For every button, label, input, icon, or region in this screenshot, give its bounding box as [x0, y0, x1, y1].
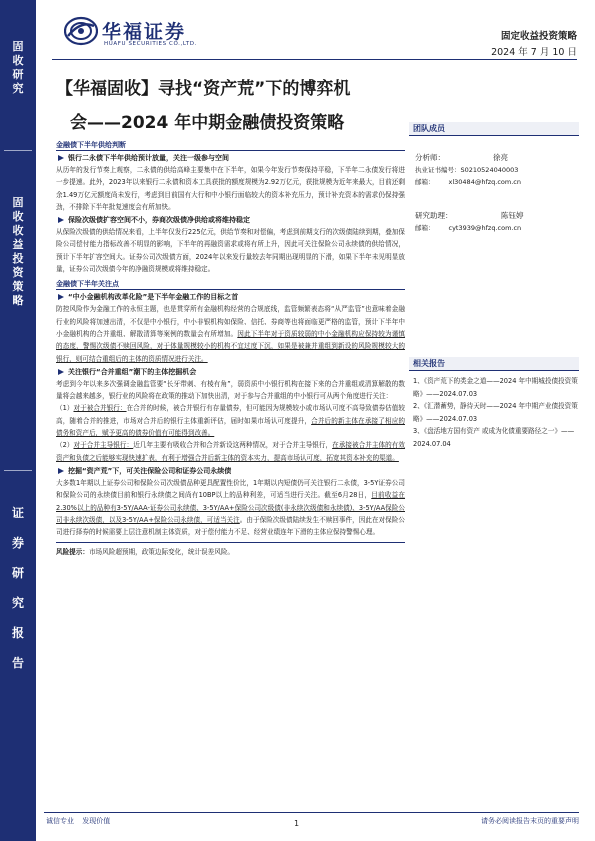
paragraph-text: 防控风险作为金融工作的永恒主题，也是贯穿所有金融机构经营的合规底线，监管频繁表态将“从严监管”也意味着金融行业的风险将加速出清，不仅是中小银行，中小非银机构如保险、信托、券商等也将面临更严格的监管，预计下半年中小金融机构的合并重组、解散清算等案例的数量会有所增加。 [56, 305, 405, 338]
related-reports-heading: 相关报告 [409, 357, 579, 371]
footer-divider [44, 812, 579, 813]
logo-text-en: HUAFU SECURITIES CO.,LTD. [104, 41, 197, 47]
risk-warning [56, 542, 405, 558]
list-item-underlined-text: 在承接被合并主体的有效资产和负债之后能够实现快速扩表，有利于增强合并后新主体的资本实力，提高市场认可度，拓宽其资本补充的渠道。 [56, 441, 406, 462]
paragraph-bank-supply: 从历年的发行节奏上观察，二永债的供给高峰主要集中在下半年，如果今年发行节奏保持平稳，下半年二永债发行将进一步提速。此外，2023年以来银行二永债和资本工具获批的额度规模为2.92万亿元，获批规模为近年来最大，目前还剩余1.49万亿元额度尚未发行，考虑到目前国有大行和中小银行面临较大的资本补充压力，预计补充资本的需求仍保持强劲，不排除下半年批复速度会有所加快。 [56, 166, 405, 211]
team-heading: 团队成员 [409, 122, 579, 136]
section-heading-focus: 金融债下半年关注点 [56, 279, 405, 290]
bullet-insurance-sub-debt [56, 215, 405, 226]
bullet-text: 关注银行“合并重组”潮下的主体挖掘机会 [68, 367, 197, 376]
bullet-bank-merger [56, 367, 405, 378]
list-item-underlined-text: 合并后的新主体在承接了相应的债务和资产后，赋予更高的债券价值有可能得到改善。 [56, 416, 405, 438]
triangle-bullet-icon [58, 294, 64, 300]
analyst-role: 分析师： [415, 153, 445, 162]
risk-label: 风险提示： [56, 548, 89, 557]
assistant-role: 研究助理： [415, 211, 453, 220]
paragraph-text: 。由于保险次级债陆续发生不赎回事件，因此在对保险公司进行择券的时候需要上层注意机制主体资质，对于偿付能力不足、经营业绩连年下滑的主体应保持警惕心理。 [56, 515, 405, 537]
assistant-email[interactable]: cyt3939@hfzq.com.cn [448, 224, 522, 232]
list-item-heading: 对于被合并银行： [73, 404, 127, 413]
bullet-text: 挖掘“资产荒”下，可关注保险公司和证券公司永续债 [68, 466, 232, 475]
company-logo [64, 16, 234, 50]
paragraph-underlined-text: 因此下半年对于资质较弱的中小金融机构应保持较为谨慎的态度，警惕次级债不赎回风险，对于体量规模较小的机构不宜过度下沉，如果是被兼并重组到新设的风险规模较大的银行，则可结合重组后的主体的资质情况进行关注。 [56, 329, 406, 363]
bullet-small-institutions [56, 292, 405, 303]
sideband-label-research [0, 40, 36, 96]
related-report-item[interactable]: 2、《汇潜蓄势，静待天时——2024 年中期产业债投资策略》——2024.07.03 [413, 402, 578, 423]
sideband-text-1: 固收研究 [12, 40, 24, 95]
bullet-asset-shortage [56, 466, 405, 477]
analyst-email-row [409, 176, 579, 188]
report-title-line-1: 【华福固收】寻找“资产荒”下的博弈机 [56, 79, 351, 99]
sideband-text-2: 固收收益投资策略 [12, 196, 24, 307]
report-category: 固定收益投资策略 [500, 31, 577, 42]
bullet-text: “中小金融机构改革化险”是下半年金融工作的目标之首 [68, 293, 239, 302]
logo-mark-icon [64, 16, 98, 46]
list-item-text: 在合并的时候，被合并银行有存量债券，但可能因为规模较小或市场认可度不高导致债券估值较高，随着合并的推进，市场对合并后的银行主体重新评估，届时如果市场认可度提升， [56, 404, 405, 425]
paragraph-insurance-supply: 从保险次级债的供给情况来看，上半年仅发行225亿元，供给节奏和对偿偏，考虑到前期支行的次级债陆续到期，叠加保险公司偿付能力指标改善不明显的影响，下半年的再融资需求或将有所上升，因此可关注保险公司永续债的供给情况，预计下半年扩容空间大。证券公司次级债方面，2024年以来发行量较去年同期出现明显的下滑，如果下半年未见明显放量，证券公司次级债今年的净融资规模或将维持稳定。 [56, 228, 405, 274]
team-panel [409, 122, 579, 234]
triangle-bullet-icon [58, 217, 64, 223]
section-heading-supply: 金融债下半年供给判断 [56, 140, 405, 151]
triangle-bullet-icon [58, 369, 64, 375]
main-content [56, 140, 405, 558]
sideband-divider-2 [4, 470, 32, 471]
sideband-label-report [0, 498, 36, 678]
sideband-divider [4, 150, 32, 151]
list-item-number: （1） [56, 404, 74, 413]
paragraph-merger-intro: 考虑到今年以来多次强调金融监管要“长牙带刺、有棱有角”，弱资质中小银行机构在接下来的合并重组或清算解散的数量将会越来越多，银行业的风险将在政策的推动下加快出清，对于参与合并重组的中小银行可从两个角度进行关注： [56, 379, 405, 401]
list-item-heading: 对于合并主导银行： [73, 441, 134, 450]
page-number: 1 [294, 819, 300, 828]
related-report-item[interactable]: 3、《盘活地方国有资产 或成为化债重要路径之一》——2024.07.04 [413, 427, 575, 448]
analyst-cert-label: 执业证书编号： [415, 166, 461, 174]
sideband-text-3: 证券研究报告 [11, 506, 24, 670]
list-item-leading-bank [56, 439, 405, 464]
assistant-name: 陈钰婷 [501, 211, 524, 220]
paragraph-underlined-text: 目前收益在2.30%以上的品种有3-5Y/AAA-证券公司永续债、3-5Y/AA+保险公司次级债(非永续次级债和永续债)、3-5Y/AA保险公司非永续次级债，以及3-5Y/AA+保险公司永续债，可适当关注 [56, 491, 406, 524]
analyst-email[interactable]: xl30484@hfzq.com.cn [448, 178, 521, 186]
risk-text: 市场风险超预期，政策边际变化，统计误差风险。 [88, 548, 235, 557]
logo-text-cn: 华福证券 [102, 21, 187, 43]
header-divider [52, 59, 577, 60]
related-report-item[interactable]: 1、《资产荒下的类金之道——2024 年中期城投债投资策略》——2024.07.03 [413, 377, 578, 398]
paragraph-perpetual-bonds [56, 477, 405, 538]
bullet-text: 保险次级债扩容空间不小，券商次级债净供给或将维持稳定 [68, 216, 250, 225]
left-sideband [0, 0, 36, 841]
triangle-bullet-icon [58, 468, 64, 474]
analyst-name: 徐亮 [493, 153, 508, 162]
triangle-bullet-icon [58, 155, 64, 161]
list-item-number: （2） [56, 441, 74, 450]
bullet-bank-perpetual [56, 153, 405, 164]
report-date: 2024 年 7 月 10 日 [491, 47, 577, 58]
assistant-email-row [409, 222, 579, 234]
report-title-line-2: 会——2024 年中期金融债投资策略 [70, 113, 345, 133]
analyst-email-label: 邮箱： [415, 178, 435, 186]
analyst-cert-row [409, 164, 579, 176]
list-item-text: 近几年主要有吸收合并和合并新设这两种情况，对于合并主导银行， [133, 441, 333, 450]
analyst-row [409, 152, 579, 164]
list-item-merged-bank [56, 402, 405, 439]
footer-disclaimer: 请务必阅读报告末页的重要声明 [481, 817, 579, 825]
bullet-text: 银行二永债下半年供给预计放量，关注一级参与空间 [68, 154, 229, 162]
related-reports-panel [409, 357, 579, 450]
sideband-label-strategy [0, 196, 36, 308]
analyst-cert-number: S0210524040003 [460, 166, 519, 174]
assistant-row [409, 210, 579, 222]
assistant-email-label: 邮箱： [415, 224, 435, 232]
paragraph-text: 大多数1年期以上证券公司和保险公司次级债品种更具配置性价比，1年期以内短债仍可关注银行二永债，3-5Y证券公司和保险公司的永续债目前和银行永续债之间尚有10BP以上的品种利差，可适当进行关注。截至6月28日， [56, 478, 405, 500]
footer-slogan: 诚信专业 发现价值 [46, 817, 111, 825]
paragraph-risk-control [56, 303, 405, 364]
